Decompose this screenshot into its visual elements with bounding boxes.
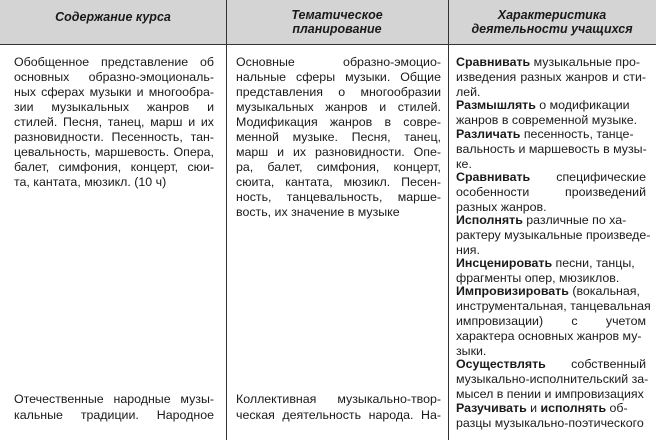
planning-line: вость, их значение в музыке bbox=[236, 205, 400, 219]
content-line: ных сферах музыки и многообра- bbox=[14, 85, 214, 99]
header-content-label: Содержание курса bbox=[55, 10, 171, 24]
activity-line: фрагменты опер, мюзиклов. bbox=[456, 271, 620, 285]
header-planning-label: Тематическое планирование bbox=[291, 8, 383, 36]
planning-line: музыкальных жанров и стилей. bbox=[236, 100, 441, 114]
header-content bbox=[0, 0, 226, 45]
activity-line: жанров в современной музыке. bbox=[456, 113, 638, 127]
header-planning bbox=[226, 0, 448, 45]
content-line: кальные традиции. Народное bbox=[14, 408, 214, 422]
activity-line: Разучивать и исполнять об- bbox=[456, 401, 628, 415]
planning-line: нальные сферы музыки. Общие bbox=[236, 70, 441, 84]
activity-line: лей. bbox=[456, 85, 481, 99]
activity-line: зыки. bbox=[456, 344, 487, 358]
activity-line: Сравнивать специфические bbox=[456, 170, 646, 184]
activity-line: разцы музыкально-поэтического bbox=[456, 416, 644, 430]
column-divider bbox=[226, 0, 227, 440]
column-divider bbox=[448, 0, 449, 440]
header-activity bbox=[448, 0, 656, 45]
activity-line: изведения разных жанров и сти- bbox=[456, 70, 646, 84]
content-line: та, кантата, мюзикл. (10 ч) bbox=[14, 175, 167, 189]
planning-line: менной музыке. Песня, танец, bbox=[236, 130, 441, 144]
activity-line: ке. bbox=[456, 157, 472, 171]
planning-line: сюита, кантата, мюзикл. Песен- bbox=[236, 175, 441, 189]
activity-line: Инсценировать песни, танцы, bbox=[456, 256, 635, 270]
activity-line: мысел в пении и импровизациях bbox=[456, 387, 644, 401]
content-line: разновидности. Песенность, тан- bbox=[14, 130, 214, 144]
content-line: основных образно-эмоциональ- bbox=[14, 70, 214, 84]
planning-line: Модификация жанров в совре- bbox=[236, 115, 441, 129]
planning-line: Коллективная музыкально-твор- bbox=[236, 392, 441, 406]
content-line: цевальность, маршевость. Опера, bbox=[14, 145, 214, 159]
planning-line: ность, танцевальность, марше- bbox=[236, 190, 441, 204]
planning-line: ческая деятельность народа. На- bbox=[236, 408, 441, 422]
content-line: Обобщенное представление об bbox=[14, 55, 214, 69]
activity-line: рактеру музыкальные произведе- bbox=[456, 228, 651, 242]
activity-line: Сравнивать музыкальные про- bbox=[456, 55, 641, 69]
activity-line: Импровизировать (вокальная, bbox=[456, 284, 640, 298]
header-activity-label: Характеристика деятельности учащихся bbox=[471, 8, 633, 36]
content-line: стилей. Песня, танец, марш и их bbox=[14, 115, 214, 129]
activity-line: Осуществлять собственный bbox=[456, 357, 646, 371]
activity-line: импровизации) с учетом bbox=[456, 314, 646, 328]
activity-line: Различать песенность, танце- bbox=[456, 127, 634, 141]
activity-line: вальность и маршевость в музы- bbox=[456, 142, 647, 156]
activity-line: Размышлять о модификации bbox=[456, 98, 630, 112]
activity-line: Исполнять различные по ха- bbox=[456, 213, 627, 227]
header-divider bbox=[0, 44, 656, 45]
activity-line: характера основных жанров му- bbox=[456, 329, 642, 343]
planning-line: марш и их разновидности. Опе- bbox=[236, 145, 441, 159]
content-line: Отечественные народные музы- bbox=[14, 392, 214, 406]
activity-line: музыкально-исполнительский за- bbox=[456, 372, 649, 386]
planning-line: ра, балет, симфония, концерт, bbox=[236, 160, 441, 174]
planning-line: представления о многообразии bbox=[236, 85, 441, 99]
activity-line: разных жанров. bbox=[456, 200, 547, 214]
content-line: балет, симфония, концерт, сюи- bbox=[14, 160, 214, 174]
activity-line: инструментальная, танцевальная bbox=[456, 299, 651, 313]
planning-line: Основные образно-эмоцио- bbox=[236, 55, 441, 69]
content-line: зии музыкальных жанров и bbox=[14, 100, 214, 114]
activity-line: ния. bbox=[456, 243, 480, 257]
activity-line: особенности произведений bbox=[456, 185, 646, 199]
